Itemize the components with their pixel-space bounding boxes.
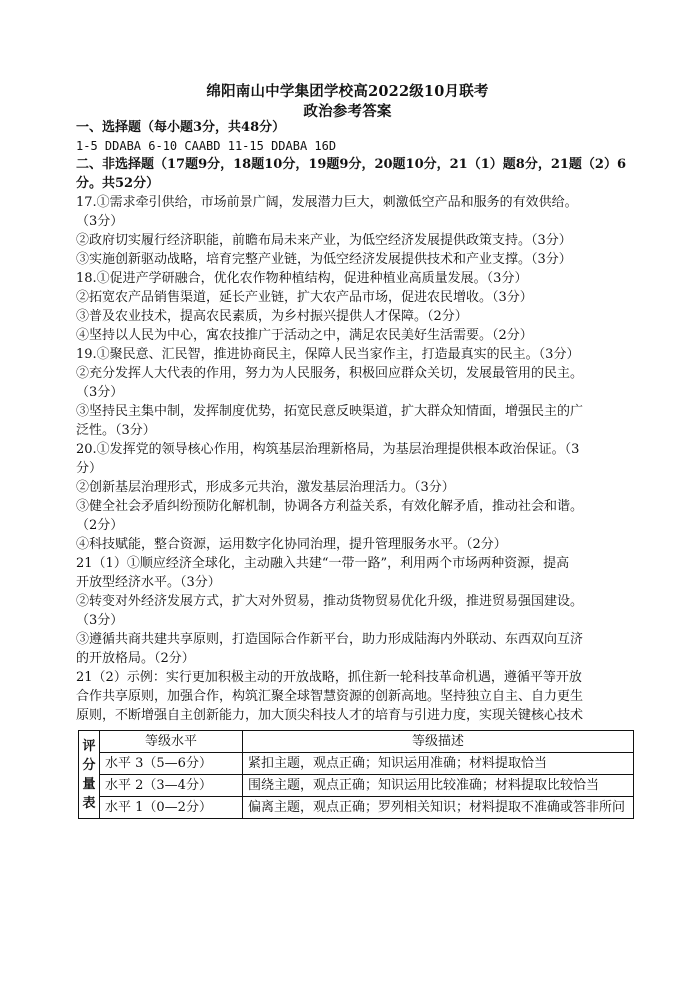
- text-line: （3分）: [76, 214, 124, 229]
- rubric-desc-cell: 围绕主题，观点正确；知识运用比较准确；材料提取比较恰当: [243, 775, 634, 797]
- text-line: 的开放格局。（2分）: [76, 651, 195, 666]
- text-line: 开放型经济水平。（3分）: [76, 575, 221, 590]
- text-line: ④科技赋能，整合资源，运用数字化协同治理，提升管理服务水平。（2分）: [76, 537, 507, 552]
- rubric-table: [78, 730, 634, 819]
- rubric-col-level: 等级水平: [100, 731, 243, 753]
- page-title: 绵阳南山中学集团学校高2022级10月联考: [206, 83, 489, 100]
- text-line: （3分）: [76, 613, 124, 628]
- text-line: （2分）: [76, 518, 124, 533]
- text-line: 21（1）①顺应经济全球化，主动融入共建“一带一路”，利用两个市场两种资源，提高: [76, 556, 570, 571]
- rubric-desc-cell: 紧扣主题，观点正确；知识运用准确；材料提取恰当: [243, 753, 634, 775]
- rubric-level-cell: 水平 3（5—6分）: [100, 753, 243, 775]
- rubric-side-char: 分: [82, 757, 96, 773]
- text-line: ④坚持以人民为中心，寓农技推广于活动之中，满足农民美好生活需要。（2分）: [76, 328, 533, 343]
- text-line: ③普及农业技术，提高农民素质，为乡村振兴提供人才保障。（2分）: [76, 309, 468, 324]
- text-line: ②拓宽农产品销售渠道，延长产业链，扩大农产品市场，促进农民增收。（3分）: [76, 290, 533, 305]
- text-line: （3分）: [76, 385, 124, 400]
- rubric-side-char: 表: [82, 795, 96, 811]
- text-line: ③实施创新驱动战略，培育完整产业链，为低空经济发展提供技术和产业支撑。（3分）: [76, 252, 572, 267]
- text-line: 17.①需求牵引供给，市场前景广阔，发展潜力巨大，刺激低空产品和服务的有效供给。: [76, 195, 578, 210]
- table-row: [79, 797, 634, 819]
- text-line: ③健全社会矛盾纠纷预防化解机制，协调各方利益关系，有效化解矛盾，推动社会和谐。: [76, 499, 584, 514]
- text-line: 21（2）示例：实行更加积极主动的开放战略，抓住新一轮科技革命机遇，遵循平等开放: [76, 670, 582, 685]
- section1-heading: 一、选择题（每小题3分，共48分）: [76, 120, 286, 135]
- rubric-level-cell: 水平 2（3—4分）: [100, 775, 243, 797]
- text-line: 20.①发挥党的领导核心作用，构筑基层治理新格局，为基层治理提供根本政治保证。（3: [76, 442, 580, 457]
- rubric-col-desc: 等级描述: [243, 731, 634, 753]
- rubric-level-cell: 水平 1（0—2分）: [100, 797, 243, 819]
- section2-heading-line1: 二、非选择题（17题9分，18题10分，19题9分，20题10分，21（1）题8分，21题（2）6: [76, 157, 626, 172]
- text-line: ②转变对外经济发展方式，扩大对外贸易，推动货物贸易优化升级，推进贸易强国建设。: [76, 594, 584, 609]
- text-line: ②创新基层治理形式，形成多元共治，激发基层治理活力。（3分）: [76, 480, 455, 495]
- text-line: 合作共享原则，加强合作，构筑汇聚全球智慧资源的创新高地。坚持独立自主、自力更生: [76, 689, 584, 704]
- rubric-desc-cell: 偏离主题，观点正确；罗列相关知识；材料提取不准确或答非所问: [243, 797, 634, 819]
- text-line: ②充分发挥人大代表的作用，努力为人民服务，积极回应群众关切，发展最管用的民主。: [76, 366, 584, 381]
- text-line: 泛性。（3分）: [76, 423, 156, 438]
- text-line: ③坚持民主集中制，发挥制度优势，拓宽民意反映渠道，扩大群众知情面，增强民主的广: [76, 404, 584, 419]
- page-subtitle: 政治参考答案: [303, 103, 392, 120]
- rubric-side-label: [79, 731, 100, 819]
- text-line: 19.①聚民意、汇民智，推进协商民主，保障人民当家作主，打造最真实的民主。（3分）: [76, 347, 580, 362]
- table-row: [79, 775, 634, 797]
- text-line: ②政府切实履行经济职能，前瞻布局未来产业，为低空经济发展提供政策支持。（3分）: [76, 233, 572, 248]
- text-line: 分）: [76, 461, 103, 476]
- text-line: ③遵循共商共建共享原则，打造国际合作新平台，助力形成陆海内外联动、东西双向互济: [76, 632, 584, 647]
- rubric-side-char: 量: [82, 776, 96, 792]
- table-row: [79, 753, 634, 775]
- text-line: 原则，不断增强自主创新能力，加大顶尖科技人才的培育与引进力度，实现关键核心技术: [76, 708, 584, 723]
- choice-answers: 1-5 DDABA 6-10 CAABD 11-15 DDABA 16D: [76, 139, 337, 153]
- section2-heading-line2: 分。共52分）: [76, 176, 160, 191]
- text-line: 18.①促进产学研融合，优化农作物种植结构，促进种植业高质量发展。（3分）: [76, 271, 528, 286]
- rubric-header-row: [79, 731, 634, 753]
- rubric-side-char: 评: [82, 738, 96, 754]
